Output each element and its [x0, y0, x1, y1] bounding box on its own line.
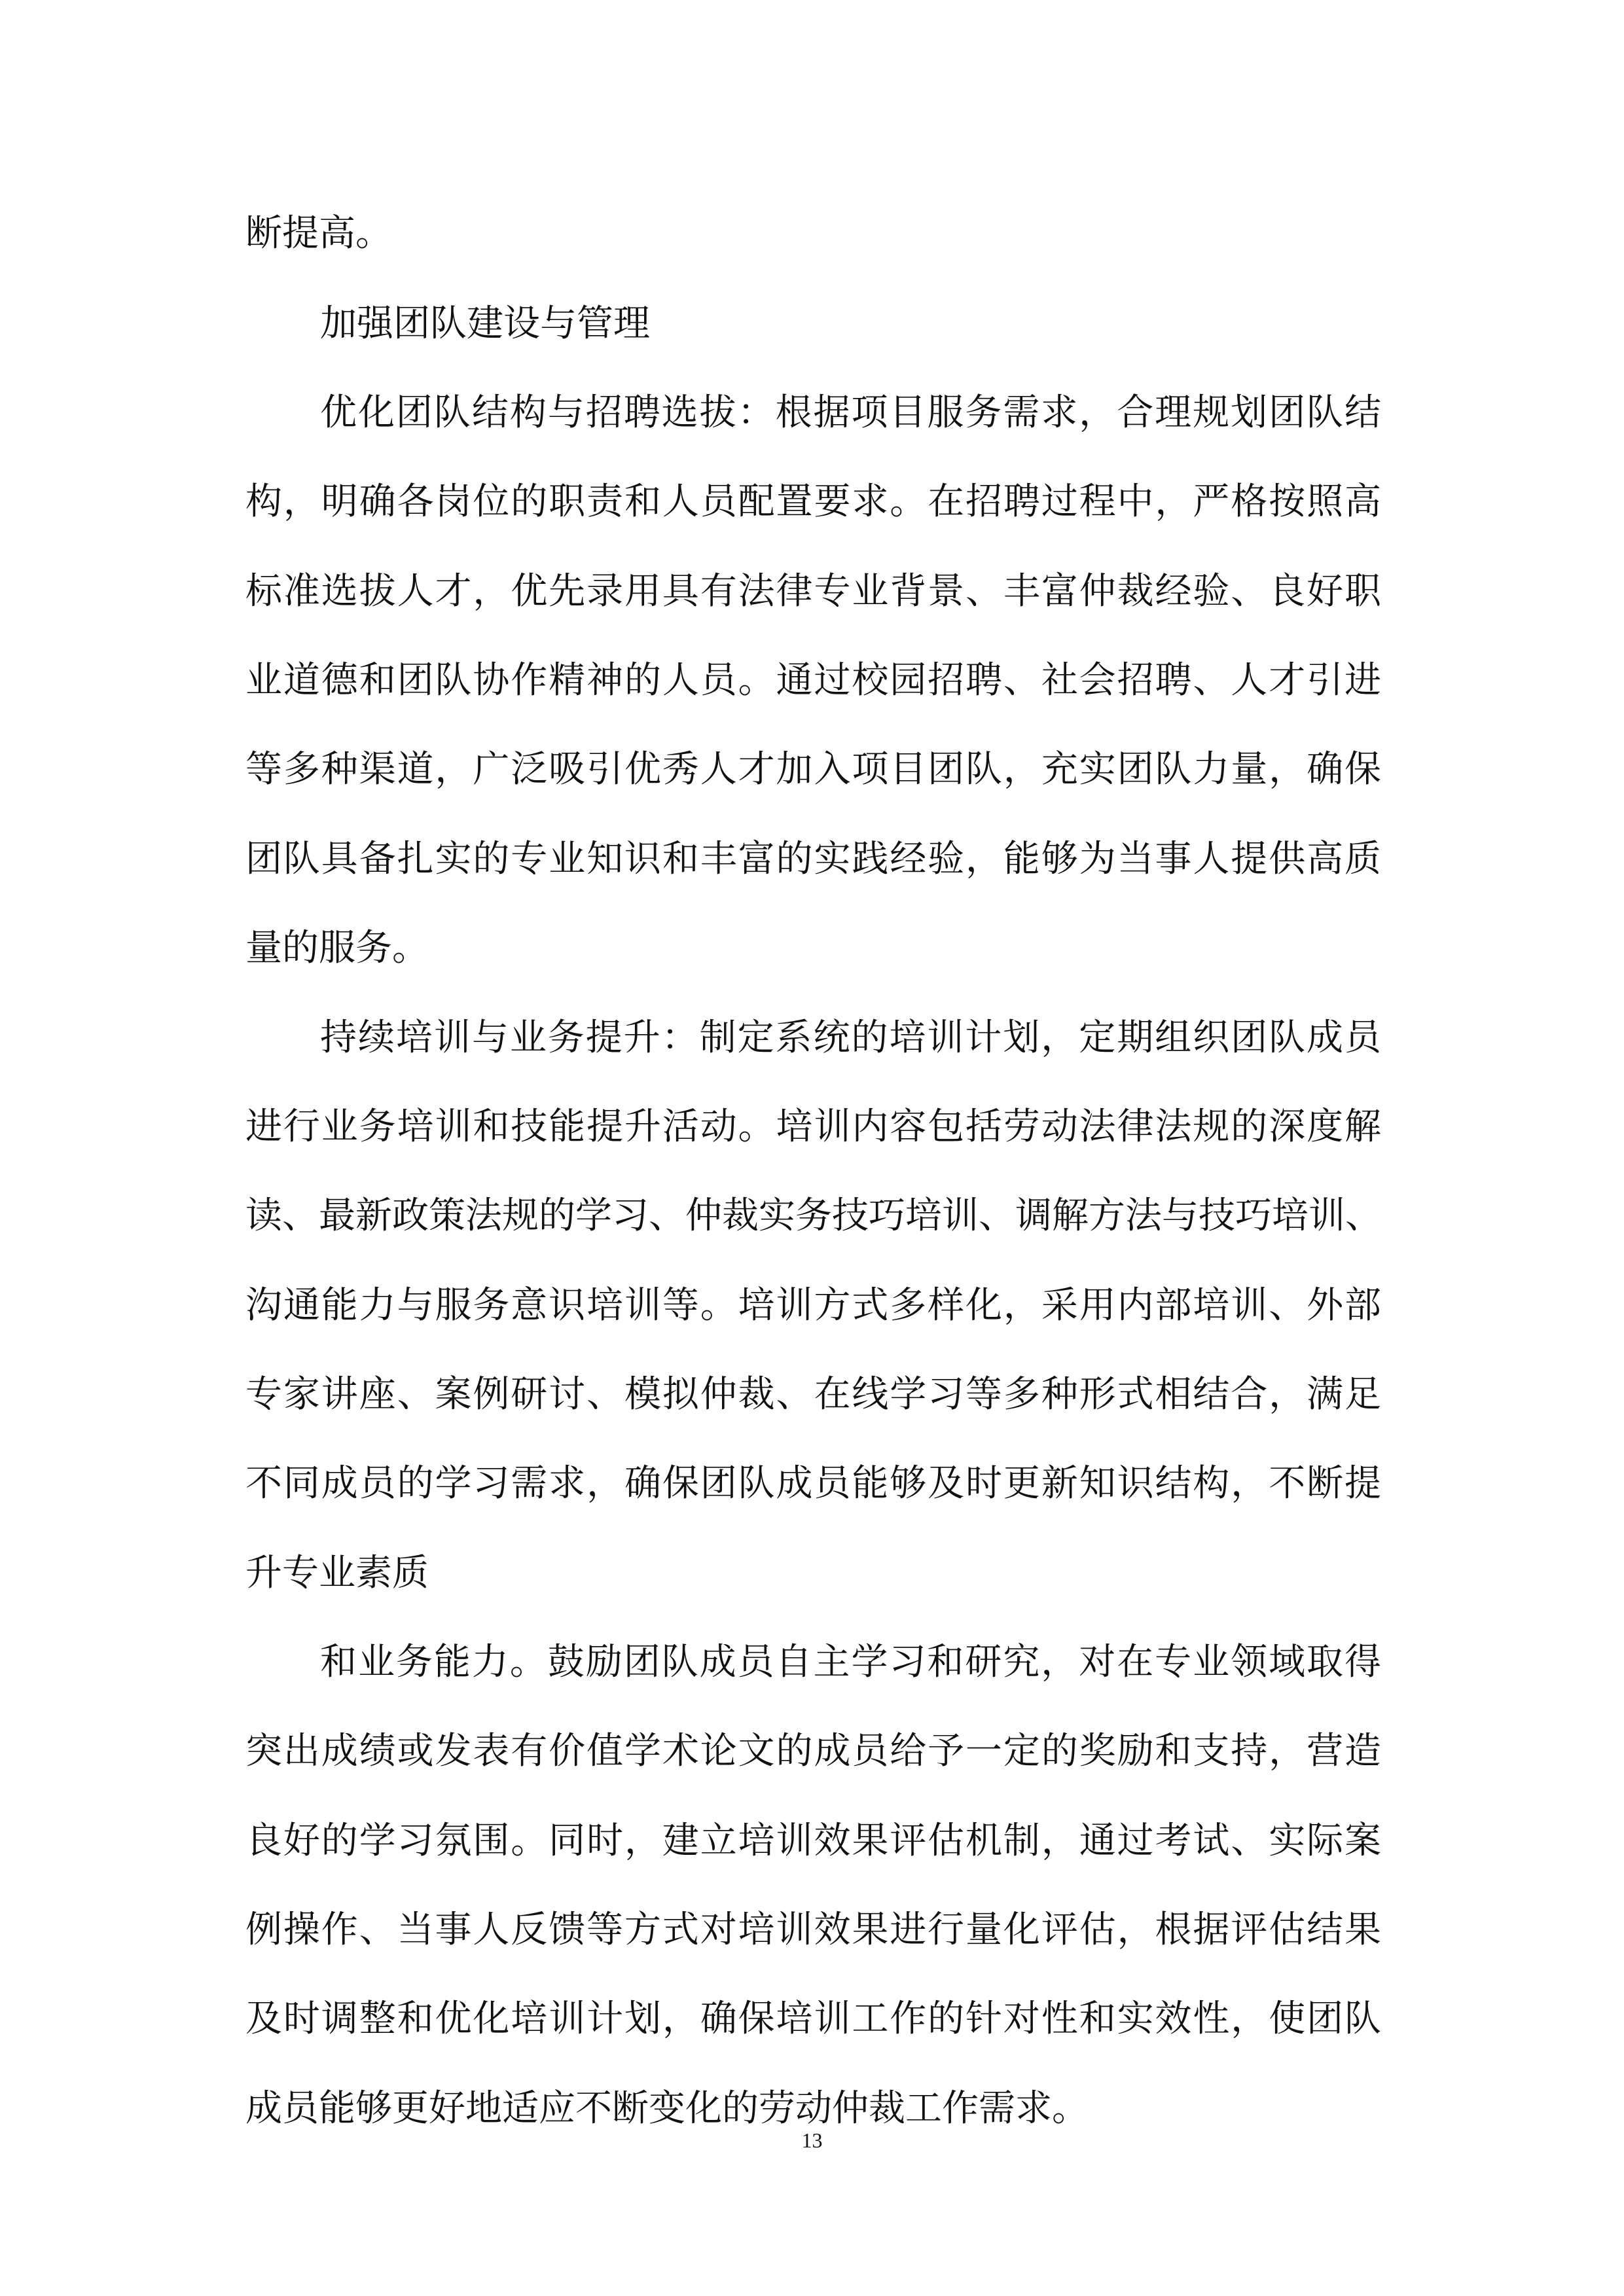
text-line: 沟通能力与服务意识培训等。培训方式多样化，采用内部培训、外部: [245, 1284, 1381, 1327]
text-line: 升专业素质: [245, 1552, 429, 1594]
text-line: 成员能够更好地适应不断变化的劳动仲裁工作需求。: [245, 2087, 1089, 2130]
text-line: 读、最新政策法规的学习、仲裁实务技巧培训、调解方法与技巧培训、: [245, 1194, 1382, 1237]
text-line: 专家讲座、案例研讨、模拟仲裁、在线学习等多种形式相结合，满足: [245, 1373, 1381, 1416]
page-number: 13: [801, 2128, 823, 2152]
text-line: 良好的学习氛围。同时，建立培训效果评估机制，通过考试、实际案: [245, 1820, 1381, 1862]
text-line: 持续培训与业务提升：制定系统的培训计划，定期组织团队成员: [320, 1016, 1381, 1059]
text-line: 标准选拔人才，优先录用具有法律专业背景、丰富仲裁经验、良好职: [245, 570, 1381, 613]
text-line: 例操作、当事人反馈等方式对培训效果进行量化评估，根据评估结果: [245, 1909, 1381, 1951]
text-line: 构，明确各岗位的职责和人员配置要求。在招聘过程中，严格按照高: [245, 480, 1381, 523]
text-line: 业道德和团队协作精神的人员。通过校园招聘、社会招聘、人才引进: [245, 659, 1381, 702]
text-line: 断提高。: [245, 212, 392, 255]
text-line: 进行业务培训和技能提升活动。培训内容包括劳动法律法规的深度解: [245, 1105, 1381, 1148]
text-line: 等多种渠道，广泛吸引优秀人才加入项目团队，充实团队力量，确保: [245, 748, 1381, 791]
text-line: 和业务能力。鼓励团队成员自主学习和研究，对在专业领域取得: [320, 1641, 1381, 1683]
text-line: 突出成绩或发表有价值学术论文的成员给予一定的奖励和支持，营造: [245, 1730, 1381, 1772]
text-line: 不同成员的学习需求，确保团队成员能够及时更新知识结构，不断提: [245, 1462, 1381, 1505]
text-line: 优化团队结构与招聘选拔：根据项目服务需求，合理规划团队结: [320, 391, 1381, 434]
section-heading: 加强团队建设与管理: [320, 302, 650, 345]
text-line: 量的服务。: [245, 927, 429, 969]
text-line: 团队具备扎实的专业知识和丰富的实践经验，能够为当事人提供高质: [245, 838, 1381, 880]
text-line: 及时调整和优化培训计划，确保培训工作的针对性和实效性，使团队: [245, 1998, 1381, 2040]
